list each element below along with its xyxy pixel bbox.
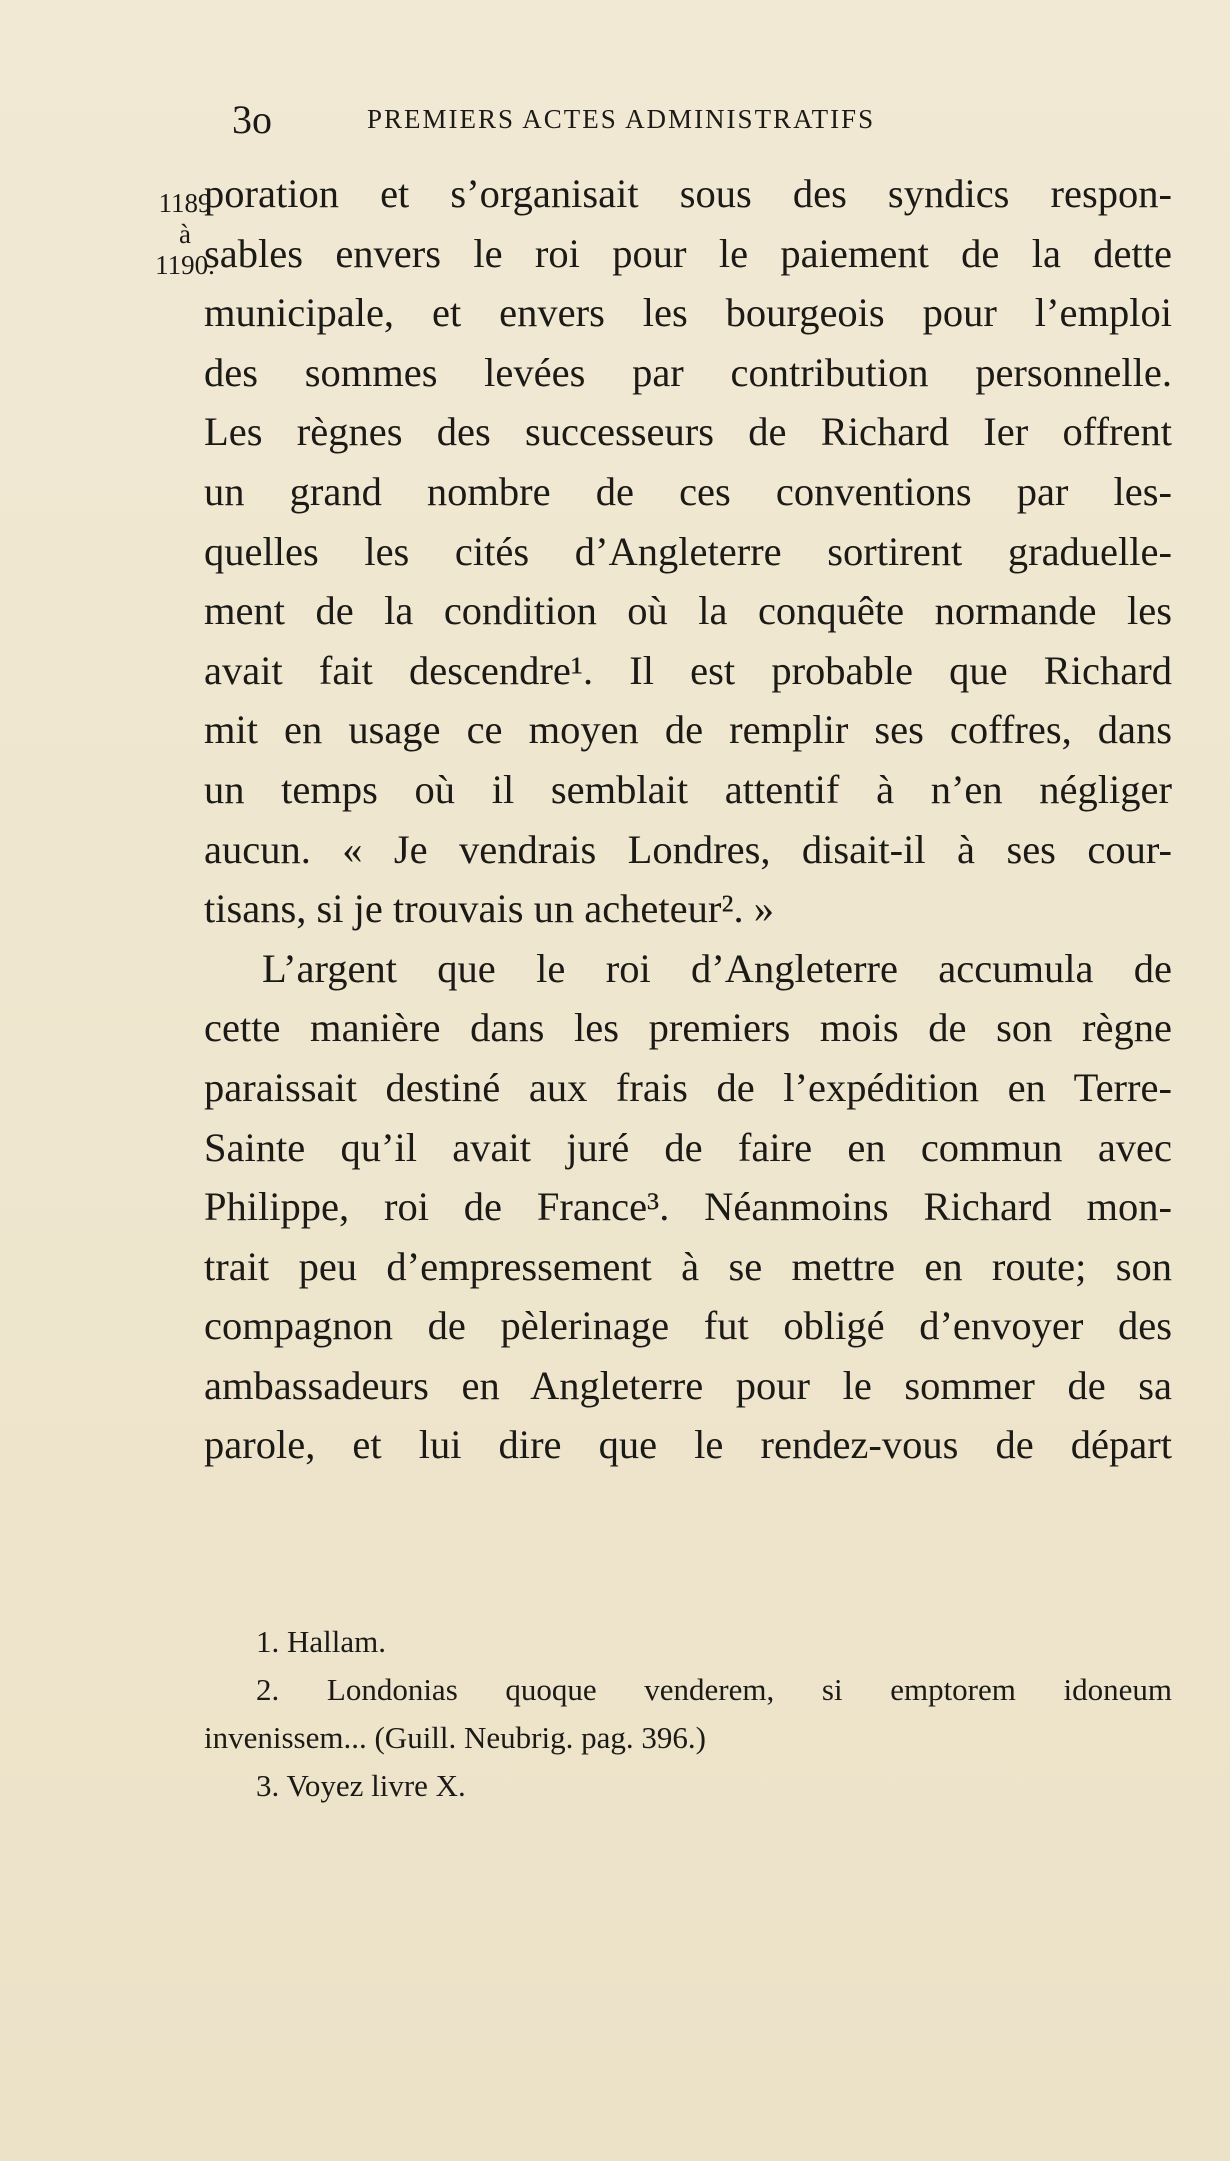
body-line: ment de la condition où la conquête normande les [204, 588, 1172, 634]
body-line: tisans, si je trouvais un acheteur². » [204, 886, 775, 932]
body-line: Philippe, roi de France³. Néanmoins Richard mon- [204, 1184, 1172, 1230]
body-line: ambassadeurs en Angleterre pour le sommer de sa [204, 1362, 1172, 1408]
body-line: mit en usage ce moyen de remplir ses coffres, dans [204, 707, 1172, 753]
footnote-2: 2. Londonias quoque venderem, si emptorem idoneum [256, 1672, 1172, 1707]
body-line: sables envers le roi pour le paiement de la dette [204, 230, 1172, 276]
body-line: cette manière dans les premiers mois de son règne [204, 1005, 1172, 1051]
footnote-2-continued: invenissem... (Guill. Neubrig. pag. 396.) [204, 1720, 706, 1755]
body-line: poration et s’organisait sous des syndics respon- [204, 171, 1172, 216]
body-line: un temps où il semblait attentif à n’en négliger [204, 766, 1172, 812]
body-line: parole, et lui dire que le rendez-vous de départ [204, 1422, 1172, 1468]
body-line: Les règnes des successeurs de Richard Ier offrent [204, 409, 1172, 455]
body-line: un grand nombre de ces conventions par les- [204, 468, 1172, 514]
body-line: paraissait destiné aux frais de l’expédition en Terre- [204, 1064, 1172, 1110]
margin-date-separator: à [179, 219, 191, 249]
body-line: trait peu d’empressement à se mettre en route; son [204, 1243, 1172, 1289]
body-line: des sommes levées par contribution personnelle. [204, 349, 1172, 395]
body-text [204, 164, 1172, 1475]
margin-date-end: 1190. [155, 250, 215, 280]
margin-date-start: 1189 [158, 188, 212, 218]
body-line: municipale, et envers les bourgeois pour l’emploi [204, 290, 1172, 336]
running-title: PREMIERS ACTES ADMINISTRATIFS [367, 104, 876, 134]
body-line: avait fait descendre¹. Il est probable que Richard [204, 647, 1172, 693]
body-line: quelles les cités d’Angleterre sortirent graduelle- [204, 528, 1172, 574]
body-line: compagnon de pèlerinage fut obligé d’envoyer des [204, 1303, 1172, 1349]
body-line: L’argent que le roi d’Angleterre accumula de [262, 945, 1172, 991]
body-line: aucun. « Je vendrais Londres, disait-il à ses cour- [204, 826, 1172, 872]
body-line: Sainte qu’il avait juré de faire en commun avec [204, 1124, 1172, 1170]
footnote-3: 3. Voyez livre X. [256, 1768, 466, 1803]
footnotes [204, 1618, 1172, 1810]
page-number: 3o [232, 97, 272, 142]
footnote-1: 1. Hallam. [256, 1624, 386, 1659]
